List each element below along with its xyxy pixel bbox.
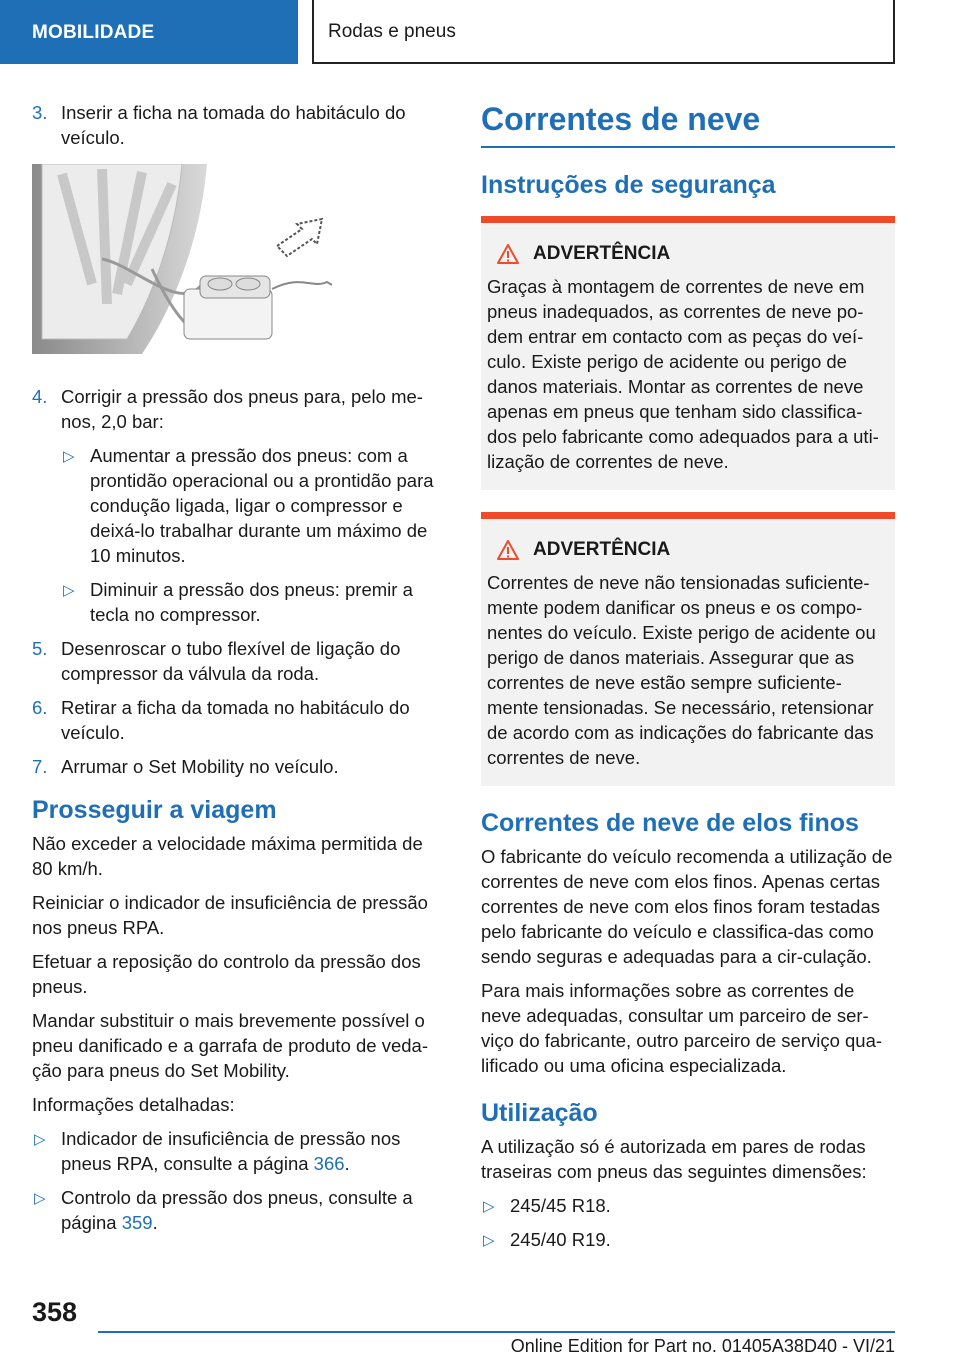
header-section-label: MOBILIDADE bbox=[32, 21, 155, 43]
list-item bbox=[32, 1185, 444, 1235]
step-7 bbox=[32, 754, 444, 779]
ref-end: . bbox=[152, 1212, 158, 1233]
step-number: 3. bbox=[32, 102, 48, 123]
list-item bbox=[61, 443, 444, 568]
step-number: 5. bbox=[32, 638, 48, 659]
compressor-illustration bbox=[32, 164, 444, 354]
ref-text: Indicador de insuficiência de pressão nos pneus RPA, consulte a página bbox=[61, 1128, 401, 1174]
triangle-bullet-icon: ▷ bbox=[63, 582, 75, 599]
paragraph: Informações detalhadas: bbox=[32, 1094, 235, 1115]
step-5 bbox=[32, 636, 444, 686]
paragraph: O fabricante do veículo recomenda a utilização de correntes de neve com elos finos. Apenas certas correntes de neve com elos finos foram testadas pelo fabricante do veículo e classifica-das como sendo seguras e adequadas para a cir-culação. bbox=[481, 846, 893, 967]
ref-text: Controlo da pressão dos pneus, consulte a página bbox=[61, 1187, 413, 1233]
warning-icon bbox=[497, 540, 519, 560]
right-column bbox=[481, 100, 895, 1261]
paragraph: Mandar substituir o mais brevemente possível o pneu danificado e a garrafa de produto de veda-ção para pneus do Set Mobility. bbox=[32, 1010, 428, 1081]
header-section-tab bbox=[0, 0, 298, 64]
tire-size: 245/40 R19. bbox=[510, 1229, 611, 1250]
step-number: 7. bbox=[32, 756, 48, 777]
list-item bbox=[481, 1193, 895, 1218]
triangle-bullet-icon: ▷ bbox=[483, 1198, 495, 1215]
edition-text: Online Edition for Part no. 01405A38D40 - VI/21 bbox=[510, 1336, 895, 1356]
page-title: Correntes de neve bbox=[481, 100, 895, 148]
safety-heading: Instruções de segurança bbox=[481, 171, 776, 199]
step-text: Retirar a ficha da tomada no habitáculo do veículo. bbox=[61, 697, 410, 743]
step-text: Corrigir a pressão dos pneus para, pelo me-nos, 2,0 bar: bbox=[61, 386, 423, 432]
paragraph: Reiniciar o indicador de insuficiência de pressão nos pneus RPA. bbox=[32, 892, 428, 938]
step-number: 6. bbox=[32, 697, 48, 718]
warning-box bbox=[481, 512, 895, 786]
page-link[interactable]: 366 bbox=[313, 1153, 345, 1174]
list-item bbox=[61, 577, 444, 627]
bullet-text: Aumentar a pressão dos pneus: com a prontidão operacional ou a prontidão para condução ligada, ligar o compressor e deixá-lo trabalhar durante um máximo de 10 minutos. bbox=[90, 445, 434, 566]
continue-journey-heading: Prosseguir a viagem bbox=[32, 796, 277, 824]
paragraph: Efetuar a reposição do controlo da pressão dos pneus. bbox=[32, 951, 421, 997]
triangle-bullet-icon: ▷ bbox=[483, 1232, 495, 1249]
warning-text: Correntes de neve não tensionadas suficiente-mente podem danificar os pneus e os compo-nentes do veículo. Existe perigo de acidente ou perigo de danos materiais. Assegurar que as correntes de neve estão sempre suficiente-mente tensionadas. Se necessário, retensionar de acordo com as indicações do fabricante das correntes de neve. bbox=[487, 572, 876, 768]
triangle-bullet-icon: ▷ bbox=[63, 448, 75, 465]
paragraph: Não exceder a velocidade máxima permitida de 80 km/h. bbox=[32, 833, 423, 879]
list-item bbox=[32, 1126, 444, 1176]
tire-size: 245/45 R18. bbox=[510, 1195, 611, 1216]
warning-icon bbox=[497, 244, 519, 264]
header-chapter-label: Rodas e pneus bbox=[328, 20, 456, 42]
header-chapter-tab bbox=[312, 0, 895, 64]
step-text: Arrumar o Set Mobility no veículo. bbox=[61, 756, 339, 777]
step-text: Desenroscar o tubo flexível de ligação do compressor da válvula da roda. bbox=[61, 638, 401, 684]
fine-link-chains-heading: Correntes de neve de elos finos bbox=[481, 809, 859, 837]
warning-text: Graças à montagem de correntes de neve em pneus inadequados, as correntes de neve po-dem entrar em contacto com as peças do veí-culo. Existe perigo de acidente ou perigo de danos materiais. Montar as correntes de neve apenas em pneus que tenham sido classifica-dos pelo fabricante como adequados para a uti-lização de correntes de neve. bbox=[487, 276, 879, 472]
triangle-bullet-icon: ▷ bbox=[34, 1190, 46, 1207]
step-number: 4. bbox=[32, 386, 48, 407]
warning-title bbox=[487, 241, 889, 266]
paragraph: Para mais informações sobre as correntes de neve adequadas, consultar um parceiro de ser-viço do fabricante, outro parceiro de serviço qua-lificado ou uma oficina especializada. bbox=[481, 980, 883, 1076]
footer-divider bbox=[98, 1331, 895, 1333]
left-column bbox=[32, 100, 444, 1244]
step-text: Inserir a ficha na tomada do habitáculo do veículo. bbox=[61, 102, 406, 148]
paragraph: A utilização só é autorizada em pares de rodas traseiras com pneus das seguintes dimensões: bbox=[481, 1136, 867, 1182]
step-4 bbox=[32, 384, 444, 434]
page-number: 358 bbox=[32, 1297, 78, 1327]
bullet-text: Diminuir a pressão dos pneus: premir a tecla no compressor. bbox=[90, 579, 413, 625]
compressor-wheel-icon bbox=[32, 164, 444, 354]
triangle-bullet-icon: ▷ bbox=[34, 1131, 46, 1148]
usage-heading: Utilização bbox=[481, 1099, 598, 1127]
warning-title-text: ADVERTÊNCIA bbox=[533, 539, 671, 560]
warning-title-text: ADVERTÊNCIA bbox=[533, 243, 671, 264]
page-link[interactable]: 359 bbox=[121, 1212, 153, 1233]
list-item bbox=[481, 1227, 895, 1252]
step-3 bbox=[32, 100, 444, 150]
warning-title bbox=[487, 537, 889, 562]
warning-box bbox=[481, 216, 895, 490]
ref-end: . bbox=[344, 1153, 350, 1174]
step-4-bullets bbox=[61, 443, 444, 627]
step-6 bbox=[32, 695, 444, 745]
